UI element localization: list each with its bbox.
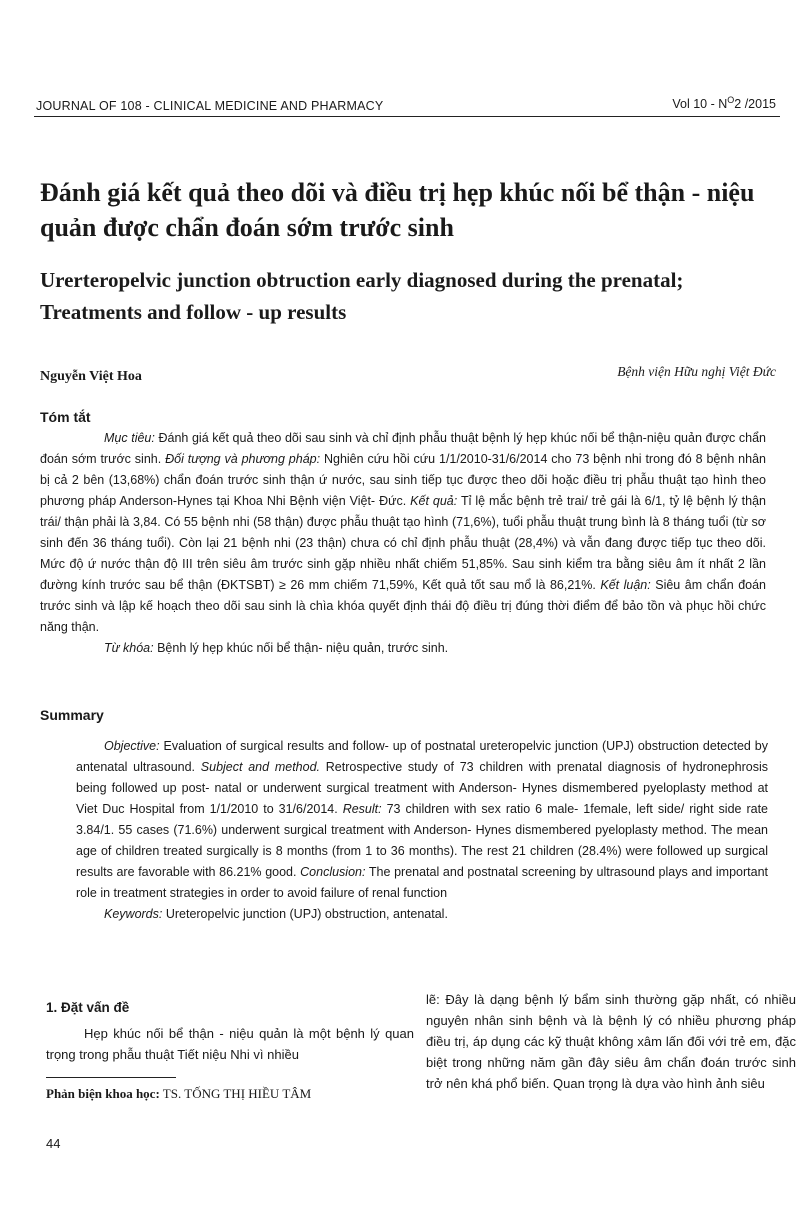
abstract-vn-body — [40, 428, 766, 638]
header-divider — [34, 116, 780, 117]
abstract-vn-keywords — [40, 638, 766, 659]
author-affiliation: Bệnh viện Hữu nghị Việt Đức — [617, 364, 776, 379]
article-title-english — [40, 264, 790, 328]
lead-ket-qua: Kết quả: — [410, 494, 458, 508]
volume-sup: O — [727, 95, 735, 105]
summary-text-4: The prenatal and postnatal screening by ultrasound plays and important role in treatment strategies in order to avoid failure of renal function — [76, 865, 768, 900]
author-name: Nguyễn Việt Hoa — [40, 369, 142, 384]
summary-body — [76, 736, 768, 904]
keywords-label-vn: Từ khóa: — [104, 641, 154, 655]
lead-subject: Subject and method. — [200, 760, 320, 774]
volume-issue — [672, 95, 776, 111]
reviewer-label: Phản biện khoa học: — [46, 1086, 160, 1101]
keywords-en: Ureteropelvic junction (UPJ) obstruction, antenatal. — [162, 907, 448, 921]
body-column-right — [426, 989, 796, 1094]
keywords-label-en: Keywords: — [104, 907, 163, 921]
abstract-vietnamese — [40, 428, 766, 659]
lead-ket-luan: Kết luận: — [600, 578, 651, 592]
section-1-heading: 1. Đặt vấn đề — [46, 1000, 130, 1015]
abstract-vn-text-4: Siêu âm chẩn đoán trước sinh và lập kế hoạch theo dõi sau sinh là chìa khóa quyết định thái độ điều trị đúng thời điểm để bảo tồn và phục hồi chức năng thận. — [40, 578, 767, 634]
page-number: 44 — [46, 1136, 61, 1151]
abstract-vn-text-2: Nghiên cứu hồi cứu 1/1/2010-31/6/2014 cho 73 bệnh nhi trong đó 8 bệnh nhân bị cả 2 bên (13,68%) chẩn đoán trước sinh thận ứ nước, sau sinh tiếp tục được theo dõi hoặc điều trị phẫu thuật tạo hình theo phương pháp Anderson-Hynes tại Khoa Nhi Bệnh viện Việt- Đức. — [40, 452, 766, 508]
lead-doi-tuong: Đối tượng và phương pháp: — [165, 452, 321, 466]
english-title-line-2: Treatments and follow - up results — [40, 300, 347, 324]
section-1-paragraph-right: lẽ: Đây là dạng bệnh lý bẩm sinh thường gặp nhất, có nhiều nguyên nhân sinh bệnh và là bệnh lý có nhiều phương pháp điều trị, áp dụng các kỹ thuật không xâm lấn đối với trẻ em, đặc biệt trong những năm gần đây siêu âm chẩn đoán trước sinh trở nên khá phổ biến. Quan trọng là dựa vào hình ảnh siêu — [426, 992, 796, 1091]
lead-result: Result: — [342, 802, 382, 816]
summary-text-1: Evaluation of surgical results and follow- up of postnatal ureteropelvic junction (UPJ) obstruction detected by antenatal ultrasound. — [76, 739, 768, 774]
body-column-left — [46, 1000, 414, 1065]
section-1-paragraph-left: Hẹp khúc nối bể thận - niệu quản là một bệnh lý quan trọng trong phẫu thuật Tiết niệu Nhi vì nhiều — [46, 1026, 414, 1062]
summary-keywords — [76, 904, 768, 925]
article-title-vietnamese: Đánh giá kết quả theo dõi và điều trị hẹp khúc nối bể thận - niệu quản được chẩn đoán sớm trước sinh — [40, 178, 755, 242]
summary-heading: Summary — [40, 707, 104, 723]
lead-objective: Objective: — [104, 739, 160, 753]
summary-text-2: Retrospective study of 73 children with prenatal diagnosis of hydronephrosis being followed up post- natal or underwent surgical treatment with Anderson- Hynes dismembered pyeloplasty method at Viet Duc Hospital from 1/1/2010 to 31/6/2014. — [76, 760, 768, 816]
journal-header: JOURNAL OF 108 - CLINICAL MEDICINE AND PHARMACY — [36, 99, 384, 113]
abstract-vn-heading: Tóm tắt — [40, 409, 91, 425]
reviewer-name: TS. TỐNG THỊ HIỀU TÂM — [159, 1086, 312, 1101]
volume-suffix: 2 /2015 — [734, 97, 776, 112]
volume-prefix: Vol 10 - N — [672, 97, 728, 112]
abstract-vn-text-1: Đánh giá kết quả theo dõi sau sinh và chỉ định phẫu thuật bệnh lý hẹp khúc nối bể thận-niệu quản được chẩn đoán sớm trước sinh. — [40, 431, 766, 466]
footnote-divider — [46, 1077, 176, 1078]
summary-text-3: 73 children with sex ratio 6 male- 1female, left side/ right side rate 3.84/1. 55 cases (71.6%) underwent surgical treatment with Anderson- Hynes dismembered pyeloplasty method. The mean age of children treated surgically is 8 months (from 1 to 36 months). The rest 21 children (28.4%) were followed up surgical results are favorable with 86.21% good. — [76, 802, 768, 879]
lead-muc-tieu: Mục tiêu: — [104, 431, 155, 445]
summary-english — [76, 736, 768, 925]
reviewer-note — [46, 1086, 311, 1102]
english-title-line-1: Urerteropelvic junction obtruction early diagnosed during the prenatal; — [40, 268, 684, 292]
keywords-vn: Bệnh lý hẹp khúc nối bể thận- niệu quản, trước sinh. — [153, 641, 449, 655]
abstract-vn-text-3: Tỉ lệ mắc bệnh trẻ trai/ trẻ gái là 6/1, tỷ lệ bệnh lý thận trái/ thận phải là 3,84. Có 55 bệnh nhi (58 thận) được phẫu thuật tạo hình (71,6%), tuổi phẫu thuật trung bình là 8 tháng tuổi (từ sơ sinh đến 36 tháng tuổi). Còn lại 21 bệnh nhi (23 thận) chưa có chỉ định phẫu thuật (28,4%) và vẫn đang được tiếp tục theo dõi. Mức độ ứ nước thận độ III trên siêu âm trước sinh gặp nhiều nhất chiếm 51,85%. Sau sinh kiểm tra bằng siêu âm ít nhất 2 lần đường kính trước sau bể thận (ĐKTSBT) ≥ 26 mm chiếm 71,59%, Kết quả tốt sau mổ là 86,21%. — [40, 494, 766, 592]
lead-conclusion: Conclusion: — [300, 865, 366, 879]
